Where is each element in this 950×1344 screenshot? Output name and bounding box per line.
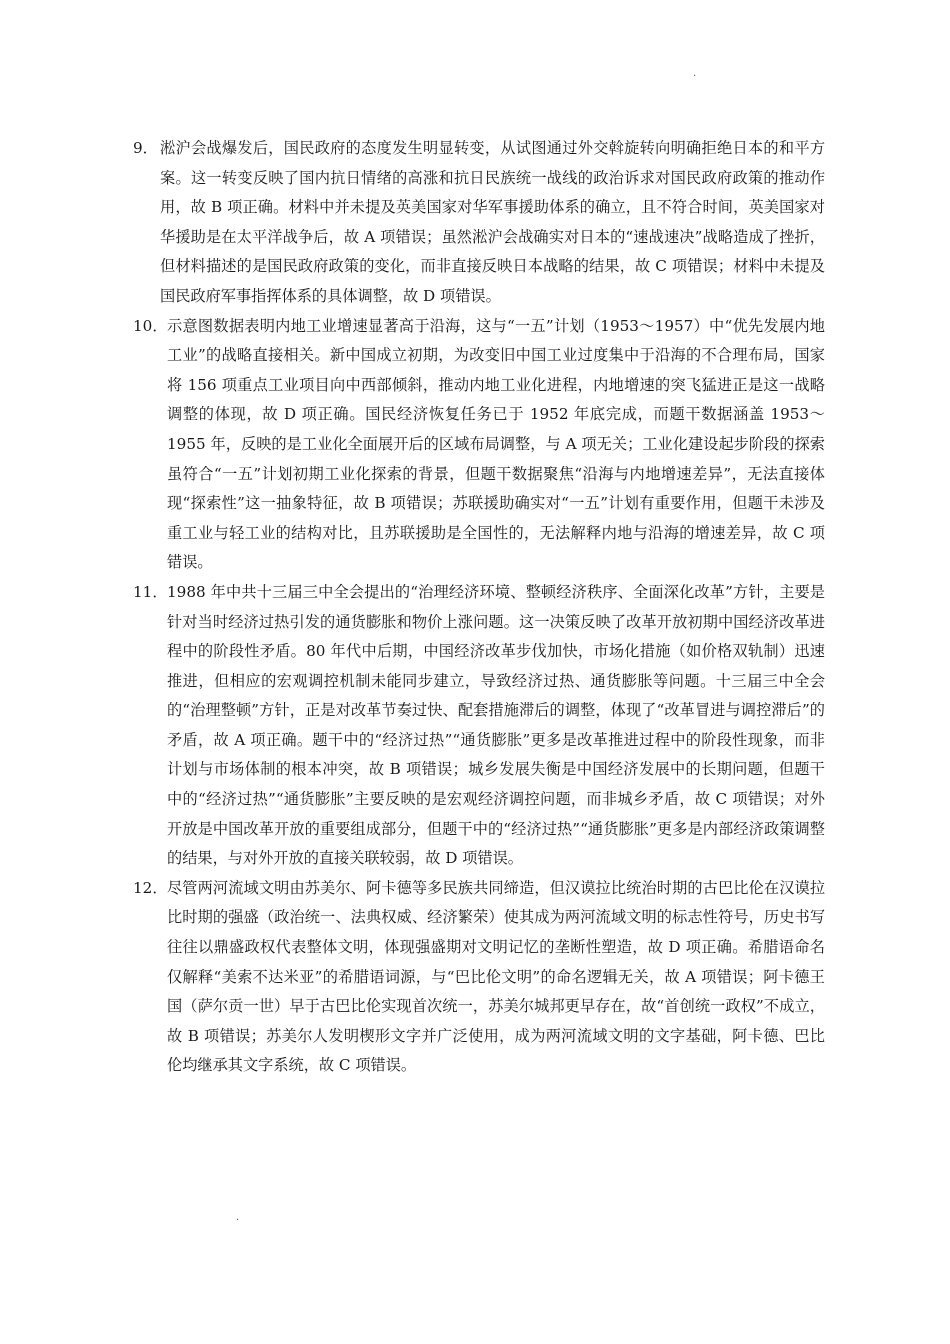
question-10 (133, 312, 825, 578)
question-12 (133, 874, 825, 1081)
question-text: 示意图数据表明内地工业增速显著高于沿海，这与“一五”计划（1953～1957）中“优先发展内地工业”的战略直接相关。新中国成立初期，为改变旧中国工业过度集中于沿海的不合理布局，国家将 156 项重点工业项目向中西部倾斜，推动内地工业化进程，内地增速的突飞猛进正是这一战略调整的体现，故 D 项正确。国民经济恢复任务已于 1952 年底完成，而题干数据涵盖 1953～1955 年，反映的是工业化全面展开后的区域布局调整，与 A 项无关；工业化建设起步阶段的探索虽符合“一五”计划初期工业化探索的背景，但题干数据聚焦“沿海与内地增速差异”，无法直接体现“探索性”这一抽象特征，故 B 项错误；苏联援助确实对“一五”计划有重要作用，但题干未涉及重工业与轻工业的结构对比，且苏联援助是全国性的，无法解释内地与沿海的增速差异，故 C 项错误。 (167, 316, 825, 572)
question-9 (133, 134, 825, 312)
question-number: 10． (133, 316, 168, 335)
footer-mark: . (236, 1212, 240, 1223)
header-mark: . (693, 68, 697, 79)
question-number: 9． (133, 139, 158, 157)
question-11 (133, 578, 825, 874)
question-text: 淞沪会战爆发后，国民政府的态度发生明显转变，从试图通过外交斡旋转向明确拒绝日本的和平方案。这一转变反映了国内抗日情绪的高涨和抗日民族统一战线的政治诉求对国民政府政策的推动作用，故 B 项正确。材料中并未提及英美国家对华军事援助体系的确立，且不符合时间，英美国家对华援助是在太平洋战争后，故 A 项错误；虽然淞沪会战确实对日本的“速战速决”战略造成了挫折，但材料描述的是国民政府政策的变化，而非直接反映日本战略的结果，故 C 项错误；材料中未提及国民政府军事指挥体系的具体调整，故 D 项错误。 (160, 139, 825, 305)
question-text: 1988 年中共十三届三中全会提出的“治理经济环境、整顿经济秩序、全面深化改革”方针，主要是针对当时经济过热引发的通货膨胀和物价上涨问题。这一决策反映了改革开放初期中国经济改革进程中的阶段性矛盾。80 年代中后期，中国经济改革步伐加快，市场化措施（如价格双轨制）迅速推进，但相应的宏观调控机制未能同步建立，导致经济过热、通货膨胀等问题。十三届三中全会的“治理整顿”方针，正是对改革节奏过快、配套措施滞后的调整，体现了“改革冒进与调控滞后”的矛盾，故 A 项正确。题干中的“经济过热”“通货膨胀”更多是改革推进过程中的阶段性现象，而非计划与市场体制的根本冲突，故 B 项错误；城乡发展失衡是中国经济发展中的长期问题，但题干中的“经济过热”“通货膨胀”主要反映的是宏观经济调控问题，而非城乡矛盾，故 C 项错误；对外开放是中国改革开放的重要组成部分，但题干中的“经济过热”“通货膨胀”更多是内部经济政策调整的结果，与对外开放的直接关联较弱，故 D 项错误。 (167, 582, 825, 868)
answer-explanations (133, 134, 825, 1081)
question-number: 12． (133, 878, 168, 897)
question-text: 尽管两河流域文明由苏美尔、阿卡德等多民族共同缔造，但汉谟拉比统治时期的古巴比伦在汉谟拉比时期的强盛（政治统一、法典权威、经济繁荣）使其成为两河流域文明的标志性符号，历史书写往往以鼎盛政权代表整体文明，体现强盛期对文明记忆的垄断性塑造，故 D 项正确。希腊语命名仅解释“美索不达米亚”的希腊语词源，与“巴比伦文明”的命名逻辑无关，故 A 项错误；阿卡德王国（萨尔贡一世）早于古巴比伦实现首次统一，苏美尔城邦更早存在，故“首创统一政权”不成立，故 B 项错误；苏美尔人发明楔形文字并广泛使用，成为两河流域文明的文字基础，阿卡德、巴比伦均继承其文字系统，故 C 项错误。 (167, 878, 825, 1075)
question-number: 11． (133, 582, 168, 601)
